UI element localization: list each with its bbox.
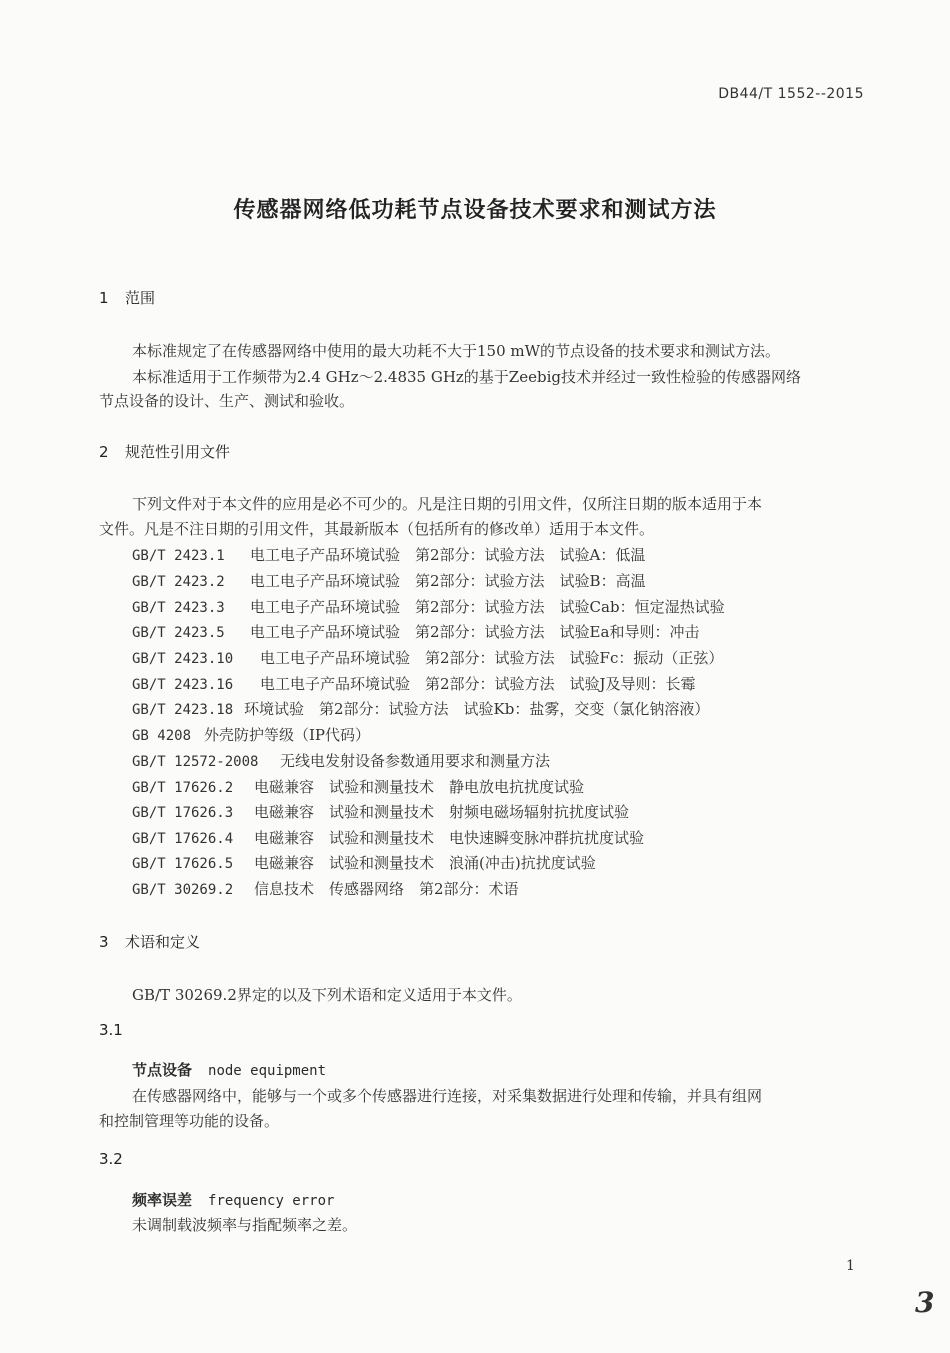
reference-code: GB/T 17626.4 <box>132 831 234 847</box>
reference-code: GB/T 2423.16 <box>132 677 234 693</box>
reference-item <box>132 647 723 668</box>
section-number: 1 <box>99 289 109 307</box>
reference-item <box>132 750 550 771</box>
reference-item <box>132 621 699 642</box>
term-chinese: 节点设备 <box>132 1061 193 1079</box>
term-chinese: 频率误差 <box>132 1191 193 1209</box>
reference-title: 信息技术 传感器网络 第2部分：术语 <box>254 880 519 898</box>
section-1-heading <box>99 287 155 308</box>
reference-title: 电磁兼容 试验和测量技术 射频电磁场辐射抗扰度试验 <box>254 803 630 821</box>
references-intro-line-2: 文件。凡是不注日期的引用文件，其最新版本（包括所有的修改单）适用于本文件。 <box>99 520 655 538</box>
references-intro-line-1: 下列文件对于本文件的应用是必不可少的。凡是注日期的引用文件，仅所注日期的版本适用于本 <box>132 495 763 513</box>
reference-title: 电工电子产品环境试验 第2部分：试验方法 试验Fc：振动（正弦） <box>260 649 724 667</box>
term-entry <box>132 1059 326 1080</box>
reference-title: 电磁兼容 试验和测量技术 浪涌(冲击)抗扰度试验 <box>254 854 596 872</box>
reference-title: 电磁兼容 试验和测量技术 电快速瞬变脉冲群抗扰度试验 <box>254 829 645 847</box>
term-definition-line-2: 和控制管理等功能的设备。 <box>99 1112 280 1130</box>
reference-title: 电工电子产品环境试验 第2部分：试验方法 试验Ea和导则：冲击 <box>250 623 700 641</box>
terms-intro: GB/T 30269.2界定的以及下列术语和定义适用于本文件。 <box>132 986 522 1004</box>
section-title: 范围 <box>125 289 156 307</box>
term-entry <box>132 1189 334 1210</box>
section-title: 规范性引用文件 <box>125 443 231 461</box>
reference-item <box>132 698 709 719</box>
reference-code: GB/T 17626.2 <box>132 780 234 796</box>
reference-title: 外壳防护等级（IP代码） <box>204 726 371 744</box>
reference-code: GB/T 17626.5 <box>132 856 234 872</box>
reference-title: 环境试验 第2部分：试验方法 试验Kb：盐雾，交变（氯化钠溶液） <box>244 700 710 718</box>
reference-code: GB/T 2423.1 <box>132 548 225 564</box>
section-2-heading <box>99 441 230 462</box>
reference-item <box>132 596 725 617</box>
reference-item <box>132 878 519 899</box>
term-number: 3.2 <box>99 1150 123 1168</box>
term-definition-line-1: 在传感器网络中，能够与一个或多个传感器进行连接，对采集数据进行处理和传输，并具有组网 <box>132 1087 763 1105</box>
reference-code: GB/T 30269.2 <box>132 882 234 898</box>
reference-title: 电工电子产品环境试验 第2部分：试验方法 试验Cab：恒定湿热试验 <box>250 598 725 616</box>
reference-item <box>132 776 584 797</box>
reference-code: GB/T 2423.10 <box>132 651 234 667</box>
reference-item <box>132 673 696 694</box>
reference-code: GB/T 2423.3 <box>132 600 225 616</box>
reference-code: GB/T 12572-2008 <box>132 754 259 770</box>
document-title: 传感器网络低功耗节点设备技术要求和测试方法 <box>233 198 717 223</box>
page-number: 1 <box>846 1258 855 1274</box>
term-number: 3.1 <box>99 1021 123 1039</box>
section-number: 2 <box>99 443 109 461</box>
reference-title: 电磁兼容 试验和测量技术 静电放电抗扰度试验 <box>254 778 585 796</box>
reference-item <box>132 570 646 591</box>
scope-paragraph-2-line-1: 本标准适用于工作频带为2.4 GHz～2.4835 GHz的基于Zeebig技术并经过一致性检验的传感器网络 <box>132 368 801 386</box>
section-title: 术语和定义 <box>125 933 201 951</box>
reference-title: 电工电子产品环境试验 第2部分：试验方法 试验J及导则：长霉 <box>260 675 696 693</box>
reference-item <box>132 724 370 745</box>
reference-item <box>132 544 645 565</box>
scope-paragraph-1: 本标准规定了在传感器网络中使用的最大功耗不大于150 mW的节点设备的技术要求和测试方法。 <box>132 342 781 360</box>
section-number: 3 <box>99 933 109 951</box>
document-code: DB44/T 1552--2015 <box>718 86 864 102</box>
term-definition-line-1: 未调制载波频率与指配频率之差。 <box>132 1216 358 1234</box>
reference-code: GB/T 2423.2 <box>132 574 225 590</box>
reference-item <box>132 801 629 822</box>
reference-item <box>132 827 644 848</box>
reference-title: 电工电子产品环境试验 第2部分：试验方法 试验A：低温 <box>250 546 646 564</box>
reference-code: GB/T 17626.3 <box>132 805 234 821</box>
reference-code: GB/T 2423.5 <box>132 625 225 641</box>
section-3-heading <box>99 931 200 952</box>
reference-code: GB 4208 <box>132 728 192 744</box>
corner-page-mark: 3 <box>915 1286 935 1319</box>
scope-paragraph-2-line-2: 节点设备的设计、生产、测试和验收。 <box>99 392 355 410</box>
reference-item <box>132 852 596 873</box>
reference-title: 无线电发射设备参数通用要求和测量方法 <box>280 752 551 770</box>
reference-title: 电工电子产品环境试验 第2部分：试验方法 试验B：高温 <box>250 572 646 590</box>
reference-code: GB/T 2423.18 <box>132 702 234 718</box>
term-english: node equipment <box>208 1063 327 1079</box>
term-english: frequency error <box>208 1193 335 1209</box>
